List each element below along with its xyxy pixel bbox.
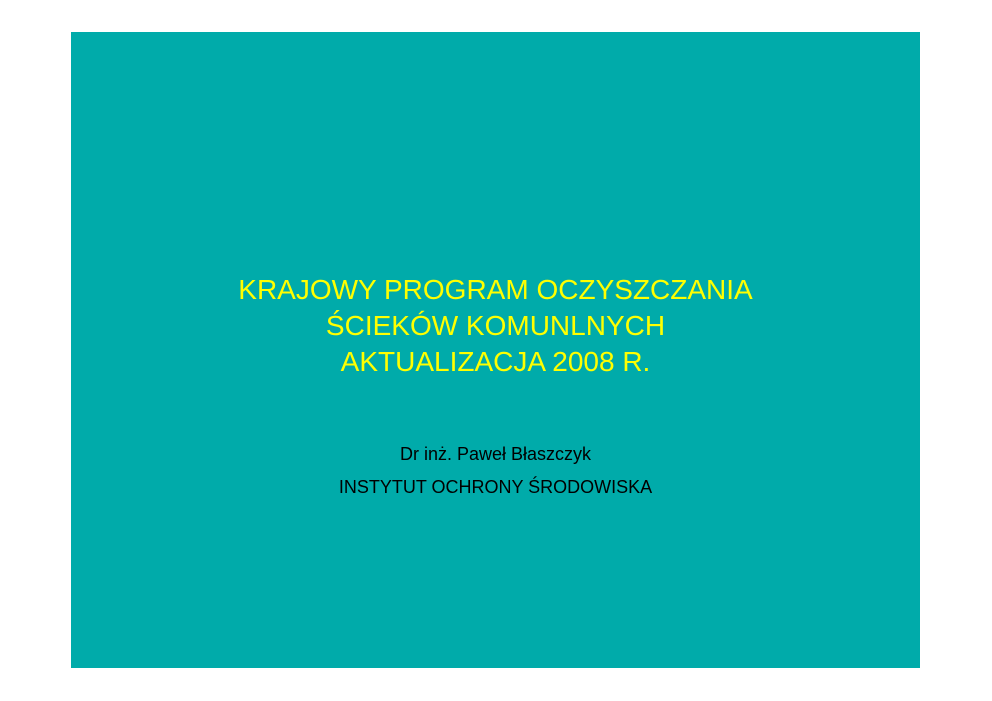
title-line-1: KRAJOWY PROGRAM OCZYSZCZANIA [238, 274, 753, 305]
author-name: Dr inż. Paweł Błaszczyk [399, 444, 592, 464]
title-line-2: ŚCIEKÓW KOMUNLNYCH [325, 310, 666, 341]
slide-title [71, 272, 920, 380]
title-line-3: AKTUALIZACJA 2008 R. [340, 346, 651, 377]
title-slide [71, 32, 920, 668]
institution-name: INSTYTUT OCHRONY ŚRODOWISKA [338, 477, 653, 497]
slide-subtitle [71, 441, 920, 500]
